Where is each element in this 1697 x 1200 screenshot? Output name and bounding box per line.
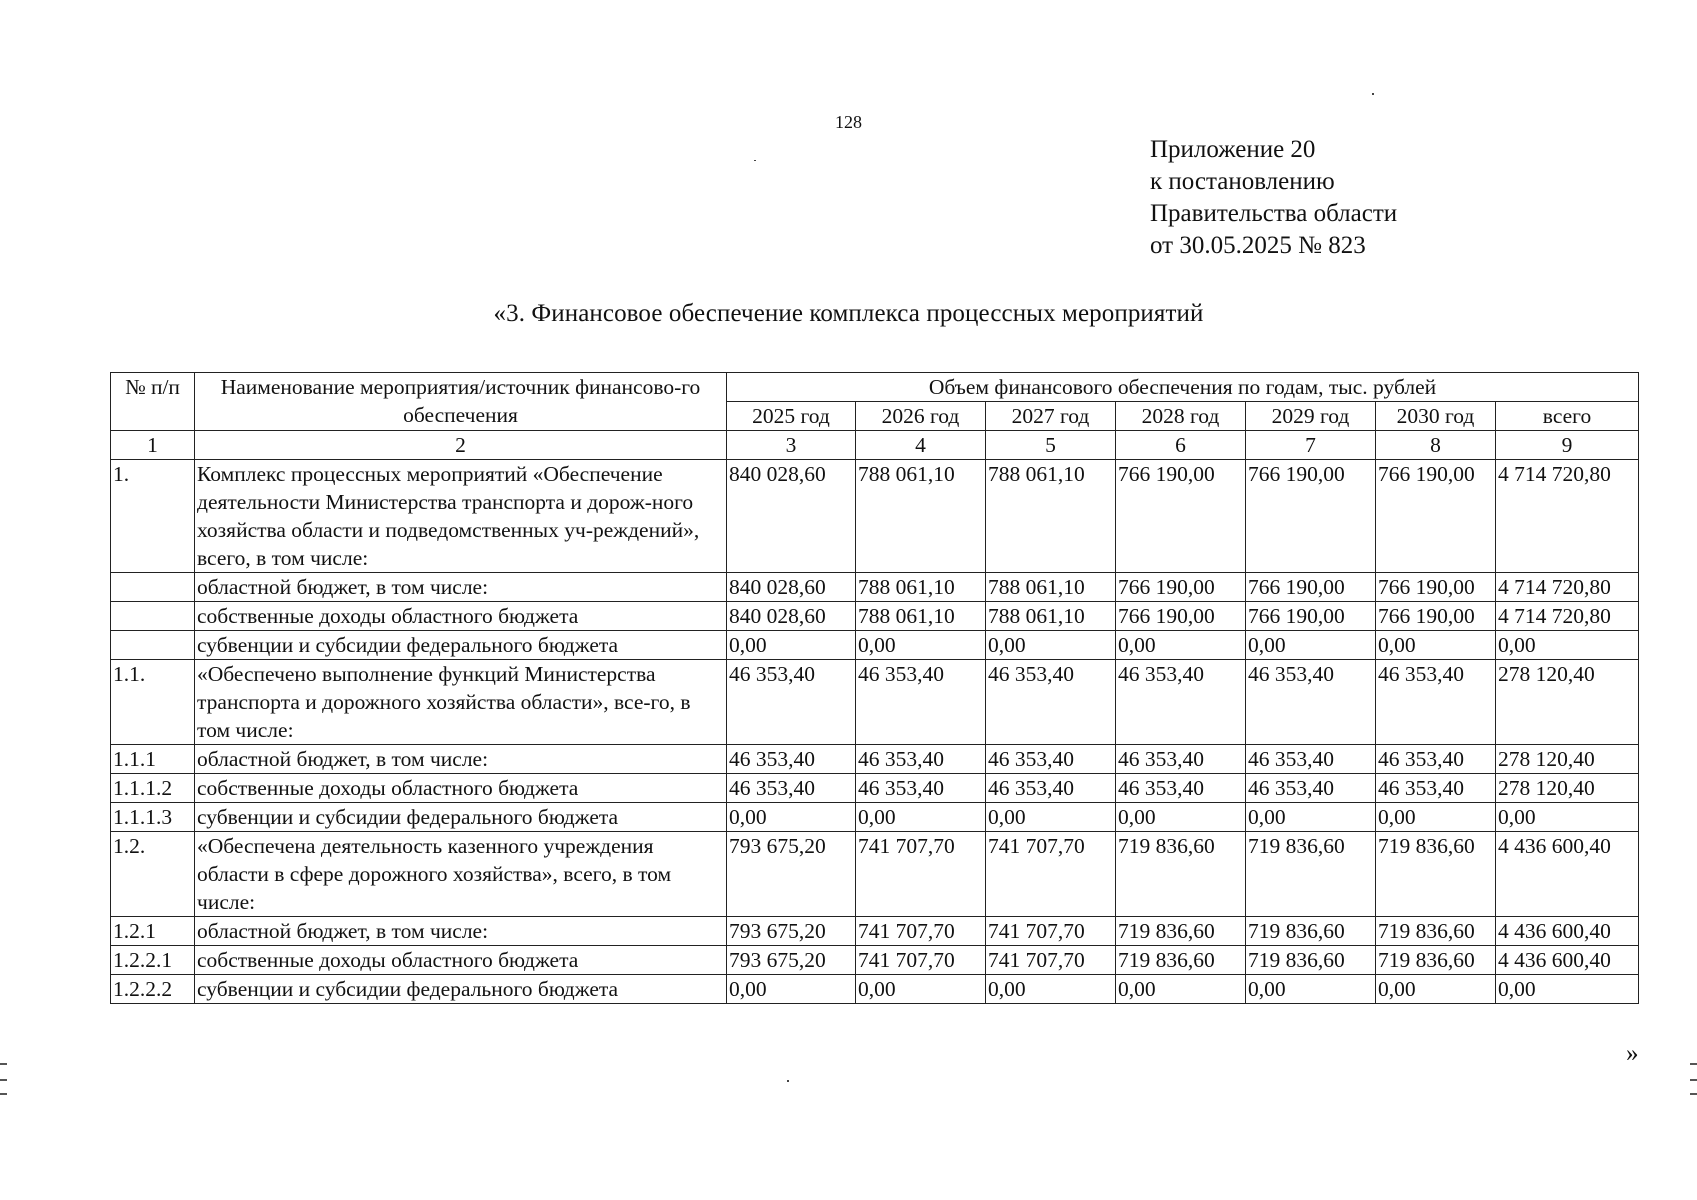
- row-value: 46 353,40: [1376, 660, 1496, 745]
- row-value: 0,00: [1496, 631, 1639, 660]
- row-value: 46 353,40: [1116, 660, 1246, 745]
- row-value: 0,00: [727, 975, 856, 1004]
- row-value: 788 061,10: [986, 573, 1116, 602]
- scan-speck: [1372, 93, 1374, 95]
- row-number: 1.2.: [111, 832, 195, 917]
- header-year: 2027 год: [986, 402, 1116, 431]
- row-value: 766 190,00: [1376, 573, 1496, 602]
- row-value: 788 061,10: [986, 460, 1116, 573]
- row-value: 793 675,20: [727, 832, 856, 917]
- row-value: 719 836,60: [1246, 917, 1376, 946]
- table-row: [111, 946, 1639, 975]
- header-name: Наименование мероприятия/источник финансово-го обеспечения: [195, 373, 727, 431]
- row-name: субвенции и субсидии федерального бюджета: [195, 975, 727, 1004]
- row-value: 46 353,40: [727, 660, 856, 745]
- row-value: 719 836,60: [1376, 832, 1496, 917]
- row-value: 719 836,60: [1246, 832, 1376, 917]
- table-body: [111, 460, 1639, 1004]
- row-name: субвенции и субсидии федерального бюджета: [195, 631, 727, 660]
- column-number: 7: [1246, 431, 1376, 460]
- row-value: 0,00: [856, 803, 986, 832]
- row-value: 278 120,40: [1496, 660, 1639, 745]
- financing-table: [110, 372, 1639, 1004]
- row-name: «Обеспечено выполнение функций Министерства транспорта и дорожного хозяйства области», все-го, в том числе:: [195, 660, 727, 745]
- row-value: 0,00: [986, 631, 1116, 660]
- row-value: 741 707,70: [986, 832, 1116, 917]
- edge-mark: [1690, 1093, 1697, 1095]
- header-year: 2029 год: [1246, 402, 1376, 431]
- table-row: [111, 803, 1639, 832]
- header-group: Объем финансового обеспечения по годам, тыс. рублей: [727, 373, 1639, 402]
- row-value: 788 061,10: [986, 602, 1116, 631]
- row-value: 278 120,40: [1496, 745, 1639, 774]
- row-number: 1.2.2.1: [111, 946, 195, 975]
- table-row: [111, 975, 1639, 1004]
- row-value: 46 353,40: [727, 774, 856, 803]
- appendix-line: Правительства области: [1150, 200, 1398, 227]
- row-value: 0,00: [1116, 631, 1246, 660]
- row-name: субвенции и субсидии федерального бюджета: [195, 803, 727, 832]
- row-value: 0,00: [1246, 803, 1376, 832]
- row-value: 0,00: [1496, 803, 1639, 832]
- row-number: 1.: [111, 460, 195, 573]
- row-value: 4 436 600,40: [1496, 917, 1639, 946]
- edge-mark: [0, 1063, 7, 1065]
- row-value: 46 353,40: [1376, 774, 1496, 803]
- row-value: 840 028,60: [727, 460, 856, 573]
- row-value: 46 353,40: [1246, 774, 1376, 803]
- row-name: собственные доходы областного бюджета: [195, 774, 727, 803]
- table-row: [111, 660, 1639, 745]
- row-value: 4 436 600,40: [1496, 832, 1639, 917]
- row-value: 766 190,00: [1376, 460, 1496, 573]
- column-number: 8: [1376, 431, 1496, 460]
- table-row: [111, 917, 1639, 946]
- table-row: [111, 832, 1639, 917]
- row-value: 0,00: [727, 803, 856, 832]
- row-value: 719 836,60: [1116, 946, 1246, 975]
- row-value: 766 190,00: [1376, 602, 1496, 631]
- section-title: «3. Финансовое обеспечение комплекса процессных мероприятий: [493, 300, 1204, 327]
- row-number: [111, 631, 195, 660]
- row-number: [111, 573, 195, 602]
- row-value: 46 353,40: [1116, 745, 1246, 774]
- table-row: [111, 573, 1639, 602]
- table-row: [111, 745, 1639, 774]
- row-value: 46 353,40: [986, 774, 1116, 803]
- row-value: 0,00: [986, 975, 1116, 1004]
- row-value: 0,00: [727, 631, 856, 660]
- row-value: 741 707,70: [856, 832, 986, 917]
- row-number: 1.1.1: [111, 745, 195, 774]
- header-number: № п/п: [111, 373, 195, 431]
- row-number: 1.2.1: [111, 917, 195, 946]
- row-value: 0,00: [1246, 631, 1376, 660]
- row-value: 0,00: [1376, 975, 1496, 1004]
- column-number: 4: [856, 431, 986, 460]
- row-value: 766 190,00: [1116, 460, 1246, 573]
- row-value: 793 675,20: [727, 917, 856, 946]
- row-name: Комплекс процессных мероприятий «Обеспечение деятельности Министерства транспорта и дорож-ного хозяйства области и подведомственных уч-реждений», всего, в том числе:: [195, 460, 727, 573]
- row-value: 741 707,70: [986, 917, 1116, 946]
- row-value: 793 675,20: [727, 946, 856, 975]
- row-name: областной бюджет, в том числе:: [195, 573, 727, 602]
- column-number: 2: [195, 431, 727, 460]
- column-number: 9: [1496, 431, 1639, 460]
- row-number: 1.1.1.3: [111, 803, 195, 832]
- row-value: 766 190,00: [1246, 460, 1376, 573]
- row-value: 719 836,60: [1116, 917, 1246, 946]
- table-row: [111, 602, 1639, 631]
- column-number: 5: [986, 431, 1116, 460]
- header-year: 2026 год: [856, 402, 986, 431]
- row-value: 788 061,10: [856, 460, 986, 573]
- row-value: 766 190,00: [1116, 573, 1246, 602]
- table-header: [111, 373, 1639, 460]
- row-value: 741 707,70: [856, 946, 986, 975]
- row-value: 0,00: [986, 803, 1116, 832]
- row-value: 0,00: [856, 631, 986, 660]
- closing-quote: »: [1626, 1040, 1639, 1067]
- column-number: 1: [111, 431, 195, 460]
- appendix-block: [1150, 134, 1397, 262]
- appendix-line: Приложение 20: [1150, 136, 1316, 163]
- row-value: 4 714 720,80: [1496, 460, 1639, 573]
- row-value: 766 190,00: [1116, 602, 1246, 631]
- row-value: 840 028,60: [727, 602, 856, 631]
- edge-mark: [0, 1093, 7, 1095]
- page-number: 128: [835, 112, 862, 132]
- row-name: собственные доходы областного бюджета: [195, 946, 727, 975]
- row-value: 788 061,10: [856, 573, 986, 602]
- row-value: 0,00: [856, 975, 986, 1004]
- header-year: всего: [1496, 402, 1639, 431]
- row-value: 719 836,60: [1376, 946, 1496, 975]
- row-value: 741 707,70: [856, 917, 986, 946]
- row-value: 46 353,40: [1246, 660, 1376, 745]
- row-number: 1.1.1.2: [111, 774, 195, 803]
- row-value: 788 061,10: [856, 602, 986, 631]
- row-value: 46 353,40: [856, 774, 986, 803]
- row-value: 766 190,00: [1246, 573, 1376, 602]
- row-value: 0,00: [1376, 803, 1496, 832]
- table-row: [111, 460, 1639, 573]
- column-number: 6: [1116, 431, 1246, 460]
- edge-mark: [0, 1079, 7, 1081]
- row-name: областной бюджет, в том числе:: [195, 745, 727, 774]
- row-number: 1.1.: [111, 660, 195, 745]
- row-value: 46 353,40: [986, 660, 1116, 745]
- column-number: 3: [727, 431, 856, 460]
- row-value: 4 714 720,80: [1496, 573, 1639, 602]
- row-value: 4 436 600,40: [1496, 946, 1639, 975]
- appendix-line: к постановлению: [1150, 168, 1335, 195]
- row-value: 0,00: [1496, 975, 1639, 1004]
- row-value: 840 028,60: [727, 573, 856, 602]
- row-value: 0,00: [1246, 975, 1376, 1004]
- row-name: областной бюджет, в том числе:: [195, 917, 727, 946]
- row-name: собственные доходы областного бюджета: [195, 602, 727, 631]
- row-number: [111, 602, 195, 631]
- row-value: 719 836,60: [1246, 946, 1376, 975]
- scan-speck: [754, 160, 756, 161]
- row-number: 1.2.2.2: [111, 975, 195, 1004]
- row-name: «Обеспечена деятельность казенного учреждения области в сфере дорожного хозяйства», всего, в том числе:: [195, 832, 727, 917]
- row-value: 278 120,40: [1496, 774, 1639, 803]
- row-value: 0,00: [1376, 631, 1496, 660]
- edge-mark: [1690, 1079, 1697, 1081]
- row-value: 4 714 720,80: [1496, 602, 1639, 631]
- row-value: 46 353,40: [1376, 745, 1496, 774]
- row-value: 46 353,40: [986, 745, 1116, 774]
- row-value: 46 353,40: [856, 660, 986, 745]
- row-value: 719 836,60: [1376, 917, 1496, 946]
- scan-speck: [787, 1080, 789, 1082]
- row-value: 719 836,60: [1116, 832, 1246, 917]
- appendix-line: от 30.05.2025 № 823: [1150, 232, 1366, 259]
- table-row: [111, 774, 1639, 803]
- row-value: 0,00: [1116, 803, 1246, 832]
- table-row: [111, 631, 1639, 660]
- edge-mark: [1690, 1063, 1697, 1065]
- row-value: 46 353,40: [1116, 774, 1246, 803]
- row-value: 766 190,00: [1246, 602, 1376, 631]
- row-value: 741 707,70: [986, 946, 1116, 975]
- row-value: 46 353,40: [727, 745, 856, 774]
- row-value: 46 353,40: [856, 745, 986, 774]
- row-value: 0,00: [1116, 975, 1246, 1004]
- header-year: 2030 год: [1376, 402, 1496, 431]
- header-year: 2028 год: [1116, 402, 1246, 431]
- header-year: 2025 год: [727, 402, 856, 431]
- row-value: 46 353,40: [1246, 745, 1376, 774]
